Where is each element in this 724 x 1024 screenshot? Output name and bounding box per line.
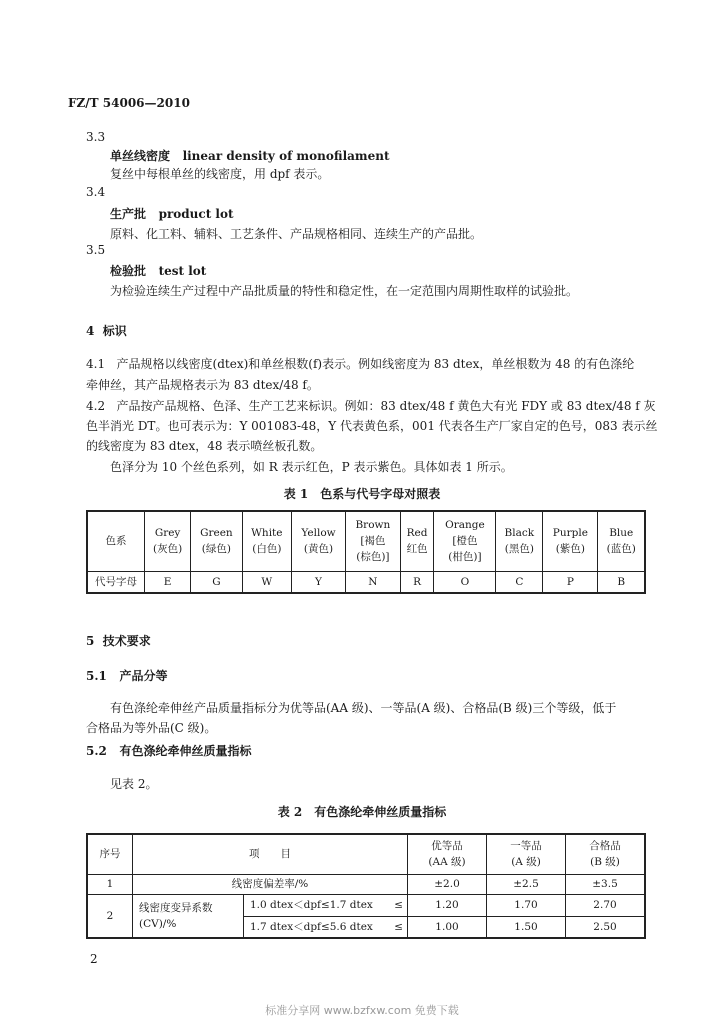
cell-line: (灰色) — [152, 543, 183, 556]
row1-item: 线密度偏差率/% — [133, 874, 408, 894]
section-number: 5.2 — [86, 744, 107, 758]
table1-code: Y — [292, 571, 346, 593]
header-b — [566, 834, 646, 874]
cell-line: (紫色) — [555, 543, 585, 556]
cell-line: (CV)/% — [139, 917, 177, 930]
section-3-5-term — [110, 262, 206, 279]
section-4-2-line3: 的线密度为 83 dtex，48 表示喷丝板孔数。 — [86, 439, 323, 453]
section-5-1-line2: 合格品为等外品(C 级)。 — [86, 721, 217, 735]
cell-line: (绿色) — [201, 543, 231, 556]
row2-item — [133, 894, 244, 938]
term-en: test lot — [158, 264, 207, 278]
table1-code: O — [434, 571, 496, 593]
section-4-2-line2: 色半消光 DT。也可表示为：Y 001083-48，Y 代表黄色系，001 代表各生产厂家自定的色号，083 表示丝 — [86, 419, 658, 433]
condition-text: 1.7 dtex＜dpf≤5.6 dtex — [250, 920, 373, 933]
cell-line: (棕色)] — [356, 551, 390, 564]
table-row — [87, 874, 645, 894]
section-number: 4.1 — [86, 357, 106, 371]
term-cn: 单丝线密度 — [110, 149, 171, 163]
section-3-3-term — [110, 147, 390, 164]
table1-code: N — [345, 571, 400, 593]
header-a — [487, 834, 566, 874]
section-3-5-definition: 为检验连续生产过程中产品批质量的特性和稳定性，在一定范围内周期性取样的试验批。 — [110, 284, 579, 298]
cell-line: 红色 — [406, 543, 428, 556]
table1-col-4 — [345, 511, 400, 571]
table1-col-6 — [434, 511, 496, 571]
section-3-4-term — [110, 205, 234, 222]
color-code-table — [86, 510, 646, 594]
table1-code: G — [191, 571, 242, 593]
row-label-code: 代号字母 — [87, 571, 145, 593]
term-cn: 生产批 — [110, 207, 147, 221]
section-5-1-heading — [86, 667, 167, 684]
cell-line: Red — [406, 527, 428, 540]
cell-line: (黄色) — [303, 543, 334, 556]
cell-line: 优等品 — [431, 840, 463, 853]
row2a-condition — [244, 894, 408, 916]
table1-col-0 — [145, 511, 191, 571]
table-row — [87, 834, 645, 874]
table1-code: B — [598, 571, 645, 593]
cell-line: Black — [504, 527, 535, 540]
paragraph-text: 产品规格以线密度(dtex)和单丝根数(f)表示。例如线密度为 83 dtex，单丝根数为 48 的有色涤纶 — [116, 357, 635, 371]
section-4-1-line2: 牵伸丝，其产品规格表示为 83 dtex/48 f。 — [86, 378, 319, 392]
row2-seq: 2 — [87, 894, 133, 938]
cell-line: (A 级) — [511, 856, 541, 869]
header-seq: 序号 — [87, 834, 133, 874]
section-5-1-line1: 有色涤纶牵伸丝产品质量指标分为优等品(AA 级)、一等品(A 级)、合格品(B 级)三个等级，低于 — [110, 701, 617, 715]
row2b-a: 1.50 — [487, 916, 566, 938]
table-row — [87, 511, 645, 571]
section-title: 标识 — [102, 324, 127, 338]
row1-a: ±2.5 — [487, 874, 566, 894]
cell-line: (B 级) — [590, 856, 620, 869]
row2b-b: 2.50 — [566, 916, 646, 938]
paragraph-text: 产品按产品规格、色泽、生产工艺来标识。例如：83 dtex/48 f 黄色大有光 FDY 或 83 dtex/48 f 灰 — [116, 399, 656, 413]
section-number: 4.2 — [86, 399, 106, 413]
section-3-3-number: 3.3 — [86, 130, 106, 144]
cell-line: (柑色)] — [448, 551, 482, 564]
cell-line: 合格品 — [589, 840, 621, 853]
row2b-condition — [244, 916, 408, 938]
section-3-4-definition: 原料、化工料、辅料、工艺条件、产品规格相同、连续生产的产品批。 — [110, 227, 483, 241]
section-title: 技术要求 — [102, 634, 151, 648]
cell-line: (黑色) — [504, 543, 534, 556]
cell-line: Green — [200, 527, 233, 540]
section-4-2-line4: 色泽分为 10 个丝色系列，如 R 表示红色，P 表示紫色。具体如表 1 所示。 — [110, 460, 513, 474]
section-number: 4 — [86, 324, 95, 338]
page-number: 2 — [90, 952, 98, 966]
section-4-heading — [86, 322, 127, 339]
term-en: linear density of monofilament — [182, 149, 390, 163]
cell-line: White — [251, 527, 283, 540]
section-number: 5.1 — [86, 669, 107, 683]
section-5-2-heading — [86, 742, 251, 759]
section-3-5-number: 3.5 — [86, 243, 106, 257]
cell-line: 线密度变异系数 — [139, 901, 213, 914]
table-row — [87, 571, 645, 593]
table1-caption: 表 1 色系与代号字母对照表 — [283, 487, 441, 501]
cell-line: Yellow — [301, 527, 336, 540]
table1-code: P — [543, 571, 598, 593]
document-code: FZ/T 54006—2010 — [68, 96, 190, 110]
row-label-color: 色系 — [87, 511, 145, 571]
section-5-2-line1: 见表 2。 — [110, 777, 158, 791]
cell-line: [橙色 — [452, 535, 478, 548]
row1-seq: 1 — [87, 874, 133, 894]
section-5-heading — [86, 632, 151, 649]
table1-col-8 — [543, 511, 598, 571]
cell-line: Purple — [552, 527, 588, 540]
quality-index-table — [86, 833, 646, 939]
table1-col-2 — [242, 511, 291, 571]
table1-code: R — [400, 571, 434, 593]
cell-line: Orange — [445, 519, 485, 532]
header-item: 项 目 — [133, 834, 408, 874]
section-title: 产品分等 — [119, 669, 168, 683]
le-symbol: ≤ — [394, 899, 403, 911]
cell-line: 一等品 — [510, 840, 542, 853]
table1-col-1 — [191, 511, 242, 571]
cell-line: Grey — [154, 527, 181, 540]
section-4-1-line1 — [86, 355, 634, 372]
table1-col-9 — [598, 511, 645, 571]
table1-col-3 — [292, 511, 346, 571]
cell-line: (AA 级) — [428, 856, 466, 869]
row1-b: ±3.5 — [566, 874, 646, 894]
le-symbol: ≤ — [394, 920, 403, 933]
table-row — [87, 894, 645, 916]
cell-line: Brown — [355, 519, 391, 532]
cell-line: [褐色 — [360, 535, 386, 548]
row2b-aa: 1.00 — [408, 916, 487, 938]
section-number: 5 — [86, 634, 95, 648]
section-title: 有色涤纶牵伸丝质量指标 — [119, 744, 252, 758]
header-aa — [408, 834, 487, 874]
watermark-text: 标准分享网 www.bzfxw.com 免费下载 — [265, 1004, 459, 1017]
cell-line: Blue — [609, 527, 634, 540]
section-3-3-definition: 复丝中每根单丝的线密度，用 dpf 表示。 — [110, 167, 330, 181]
table1-col-5 — [400, 511, 434, 571]
table1-code: E — [145, 571, 191, 593]
cell-line: (白色) — [252, 543, 282, 556]
row2a-aa: 1.20 — [408, 894, 487, 916]
table1-code: C — [496, 571, 543, 593]
table1-col-7 — [496, 511, 543, 571]
row2a-a: 1.70 — [487, 894, 566, 916]
condition-text: 1.0 dtex＜dpf≤1.7 dtex — [250, 899, 373, 911]
row2a-b: 2.70 — [566, 894, 646, 916]
term-cn: 检验批 — [110, 264, 147, 278]
row1-aa: ±2.0 — [408, 874, 487, 894]
table2-caption: 表 2 有色涤纶牵伸丝质量指标 — [277, 805, 447, 819]
section-4-2-line1 — [86, 397, 656, 414]
cell-line: (蓝色) — [606, 543, 636, 556]
section-3-4-number: 3.4 — [86, 185, 106, 199]
term-en: product lot — [158, 207, 234, 221]
table1-code: W — [242, 571, 291, 593]
